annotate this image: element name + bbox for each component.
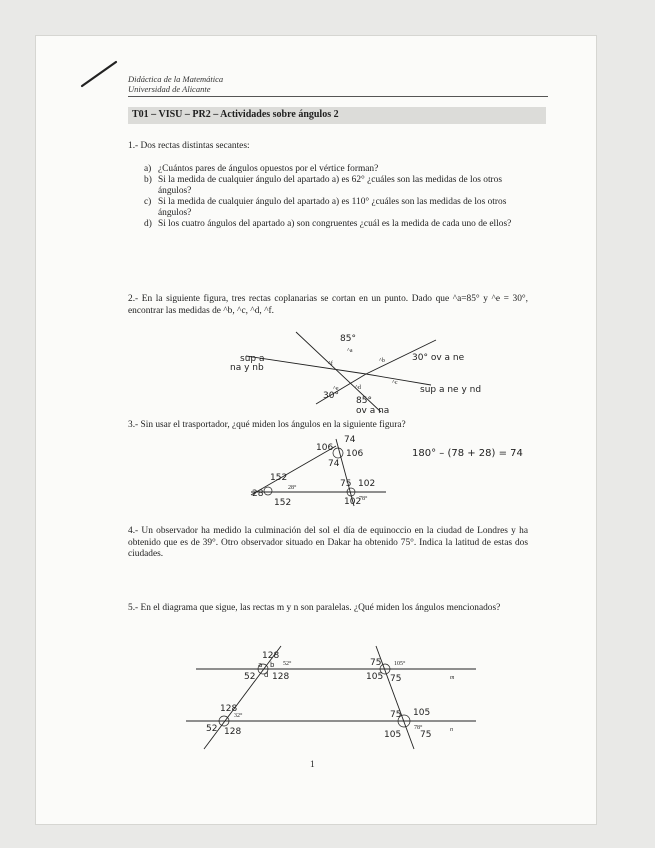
question-3-text: 3.- Sin usar el trasportador, ¿qué miden los ángulos en la siguiente figura? — [128, 420, 406, 430]
hw-b-note: 30° ov a ne — [412, 353, 465, 363]
label-a: ^a — [347, 348, 353, 354]
hw-top-left: 106 — [316, 443, 334, 453]
hw-tl-b: b — [270, 661, 275, 669]
hw-left-top: 152 — [270, 473, 288, 483]
paper-sheet — [36, 36, 596, 824]
q1-item: a) ¿Cuántos pares de ángulos opuestos por el vértice forman? — [144, 164, 379, 174]
hw-right-left: 75 — [340, 479, 352, 489]
q1-item: c) Si la medida de cualquier ángulo del apartado a) es 110° ¿cuáles son las medidas de los otros ángulos? — [144, 197, 507, 218]
hw-br-105b: 105 — [384, 730, 402, 740]
q1-item: b) Si la medida de cualquier ángulo del apartado a) es 62° ¿cuáles son las medidas de los otros ángulos? — [144, 175, 503, 196]
hw-d-note: ov a na — [356, 406, 390, 414]
printed-105: 105° — [394, 661, 406, 667]
question-1-intro: 1.- Dos rectas distintas secantes: — [128, 141, 250, 151]
line-label-n: n — [450, 727, 453, 733]
page-title: T01 – VISU – PR2 – Actividades sobre ángulos 2 — [132, 109, 339, 120]
printed-52: 52° — [283, 661, 292, 667]
printed-32: 32° — [234, 713, 243, 719]
hw-na-nb: na y nb — [230, 363, 264, 373]
header-university: Universidad de Alicante — [128, 84, 211, 94]
hw-tl-d: d — [264, 671, 269, 679]
hw-a-value: 85° — [340, 334, 356, 344]
figure-q5-parallel-lines — [176, 641, 496, 751]
hw-sup-a: sup a — [240, 354, 265, 364]
hw-tr-105: 105 — [366, 672, 384, 682]
hw-right-bottom: 102 — [344, 497, 362, 507]
question-5-text: 5.- En el diagrama que sigue, las rectas m y n son paralelas. ¿Qué miden los ángulos mencionados? — [128, 603, 501, 613]
hw-right-right: 102 — [358, 479, 376, 489]
hw-tr-75: 75 — [370, 658, 382, 668]
hw-bl-128: 128 — [220, 704, 238, 714]
hw-tl-a: a — [258, 661, 263, 669]
question-1-items — [144, 164, 514, 230]
hw-tr-75b: 75 — [390, 674, 402, 684]
label-d: ^d — [355, 385, 361, 391]
printed-78: 78° — [414, 725, 423, 731]
header-course: Didáctica de la Matemática — [128, 74, 224, 84]
hw-bl-52: 52 — [206, 724, 218, 734]
hw-tl-128b: 128 — [272, 672, 290, 682]
hw-c-note: sup a ne y nd — [420, 385, 482, 395]
page-number: 1 — [310, 760, 315, 770]
title-bar — [128, 107, 546, 124]
header-rule — [128, 96, 548, 97]
hw-formula: 180° – (78 + 28) = 74 — [412, 448, 523, 459]
hw-left-bottom: 152 — [274, 498, 292, 508]
hw-top-right: 106 — [346, 449, 364, 459]
question-4-text: 4.- Un observador ha medido la culminación del sol el día de equinoccio en la ciudad de Londres y ha obtenido que es de 39°. Otro observador situado en Dakar ha obtenido 75°. Indica la latitud de estas dos ciudades. — [128, 526, 528, 559]
hw-bl-128b: 128 — [224, 727, 242, 737]
figure-q2-three-lines — [216, 322, 506, 414]
q1-item: d) Si los cuatro ángulos del apartado a) son congruentes ¿cuál es la medida de cada uno de ellos? — [144, 219, 512, 229]
question-2-text: 2.- En la siguiente figura, tres rectas coplanarias se cortan en un punto. Dado que ^a=85° y ^e = 30°, encontrar las medidas de ^b, ^c, ^d, ^f. — [128, 294, 528, 316]
hw-br-105: 105 — [413, 708, 431, 718]
printed-78: 78° — [359, 496, 368, 502]
line-label-m: m — [450, 675, 455, 681]
hw-br-75b: 75 — [420, 730, 432, 740]
hw-d-value: 85° — [356, 396, 372, 406]
figure-q3-triangle — [226, 434, 546, 512]
hw-br-75: 75 — [390, 710, 402, 720]
hw-top-down: 74 — [328, 459, 340, 469]
hw-left-mid: 28 — [252, 489, 264, 499]
label-b: ^b — [379, 358, 385, 364]
pen-mark — [80, 58, 120, 88]
printed-28: 28° — [288, 485, 297, 491]
hw-top-up: 74 — [344, 435, 356, 445]
label-c: ^c — [392, 380, 398, 386]
label-e: ^e — [333, 386, 339, 392]
hw-tl-128: 128 — [262, 651, 280, 661]
label-f: ^f — [328, 361, 333, 367]
hw-e-value: 30° — [323, 391, 339, 401]
hw-tl-52: 52 — [244, 672, 256, 682]
